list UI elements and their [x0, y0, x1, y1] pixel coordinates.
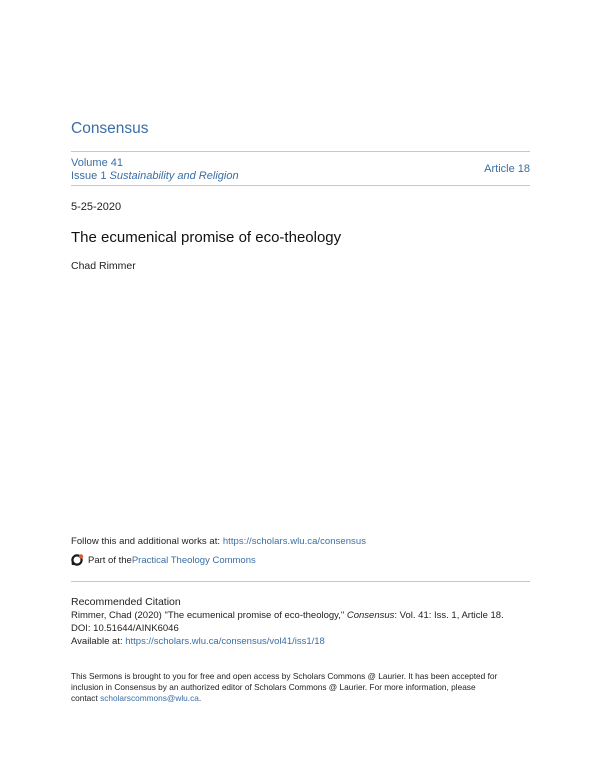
available-line — [71, 636, 325, 647]
available-link[interactable]: https://scholars.wlu.ca/consensus/vol41/iss1/18 — [125, 636, 325, 647]
issue-title: Sustainability and Religion — [109, 169, 239, 182]
notice-period: . — [198, 693, 202, 703]
issue-info — [71, 157, 239, 182]
volume-link[interactable]: Volume 41 — [71, 157, 123, 169]
part-of-text: Part of the — [88, 554, 132, 566]
notice-line: inclusion in Consensus by an authorized editor of Scholars Commons @ Laurier. For more information, please — [71, 682, 476, 692]
citation-line — [71, 610, 504, 621]
citation-text: Rimmer, Chad (2020) "The ecumenical promise of eco-theology," — [71, 610, 347, 621]
part-of-line — [71, 554, 256, 566]
citation-journal: Consensus — [346, 610, 395, 621]
commons-network-icon — [71, 554, 85, 566]
available-label: Available at: — [71, 636, 126, 647]
follow-line — [71, 536, 366, 547]
contact-email-link[interactable]: scholarscommons@wlu.ca — [100, 693, 199, 703]
citation-volume: : Vol. 41: Iss. 1, Article 18. — [394, 610, 504, 621]
follow-link[interactable]: https://scholars.wlu.ca/consensus — [222, 536, 366, 547]
publication-date: 5-25-2020 — [71, 201, 122, 213]
divider — [71, 151, 530, 152]
doi-line: DOI: 10.51644/AINK6046 — [71, 623, 179, 634]
article-number-link[interactable]: Article 18 — [484, 163, 530, 175]
notice-line: This Sermons is brought to you for free and open access by Scholars Commons @ Laurier. It has been accepted for — [71, 671, 498, 681]
issue-link[interactable] — [71, 170, 239, 183]
article-title: The ecumenical promise of eco-theology — [71, 229, 342, 246]
practical-theology-commons-link[interactable]: Practical Theology Commons — [131, 554, 256, 566]
divider — [71, 185, 530, 186]
follow-text: Follow this and additional works at: — [71, 536, 223, 547]
journal-name-link[interactable]: Consensus — [71, 120, 149, 137]
issue-prefix: Issue 1 — [71, 169, 107, 182]
author-name: Chad Rimmer — [71, 260, 136, 272]
notice-contact: contact — [71, 693, 101, 703]
recommended-citation-heading: Recommended Citation — [71, 596, 181, 608]
access-notice — [71, 671, 530, 704]
divider — [71, 581, 530, 582]
notice-line — [71, 693, 530, 704]
cover-page — [71, 0, 530, 776]
